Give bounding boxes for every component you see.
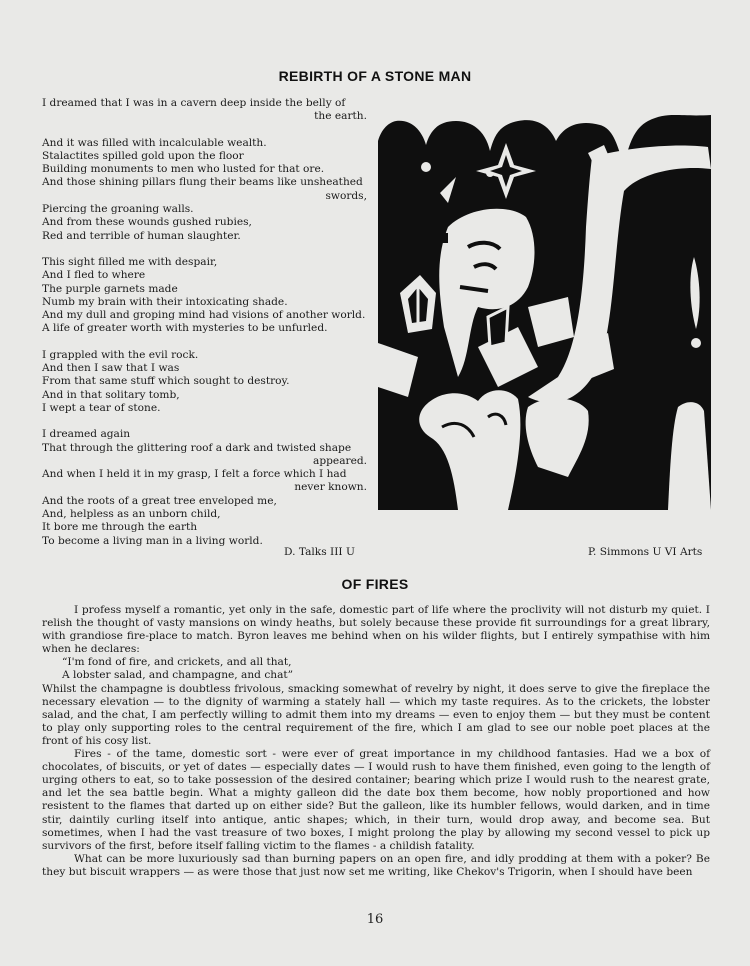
essay-quote-line-2: A lobster salad, and champagne, and chat” [62,669,294,682]
poem-line: And then I saw that I was [42,362,180,375]
poem-stanza-2 [42,137,367,243]
poem-line: And from these wounds gushed rubies, [42,216,252,229]
poem-line: I dreamed that I was in a cavern deep inside the belly of [42,97,346,109]
essay-paragraph-1: I profess myself a romantic, yet only in the safe, domestic part of life where the proclivity will not disturb my quiet. I relish the thought of vasty mansions on windy heaths, but solely because these provide fit surroundings for a great library, with grandiose fire-place to match. Byron leaves me behind when on his wilder flights, but I entirely sympathise with him when he declares: [42,604,710,656]
poem-line: To become a living man in a living world. [42,534,263,547]
poem-stanza-5 [42,428,367,548]
poem-line: Stalactites spilled gold upon the floor [42,149,244,162]
poem-author-credit: D. Talks III U [284,546,355,558]
poem-line: It bore me through the earth [42,521,198,534]
poem-line: Red and terrible of human slaughter. [42,229,241,242]
poem-line: And in that solitary tomb, [42,388,180,401]
poem-line: And it was filled with incalculable wealth. [42,136,267,149]
poem-stanza-1 [42,97,367,124]
essay-paragraph-3: Fires - of the tame, domestic sort - were ever of great importance in my childhood fantasies. Had we a box of chocolates, of biscuits, or yet of dates — especially dates — I would rush to have them finished, even going to the length of urging others to eat, so to take possession of the desired container; bearing which prize I would rush to the nearest grate, and let the sea battle begin. What a mighty galleon did the date box them become, how nobly proportioned and how resistent to the flames that darted up on either side? But the galleon, like its humbler fellows, would darken, and in time stir, daintily curling itself into antique, antic shapes; which, in their turn, would drop away, and become sea. But sometimes, when I had the vast treasure of two boxes, I might prolong the play by allowing my second vessel to pick up survivors of the first, before itself falling victim to the flames - a childish fatality. [42,748,710,852]
poem-line: the earth. [314,110,367,123]
poem-line: The purple garnets made [42,282,178,295]
page-number: 16 [366,912,384,927]
poem-line: Building monuments to men who lusted for that ore. [42,163,325,176]
poem-line: never known. [294,481,367,494]
poem-line: This sight filled me with despair, [42,255,218,268]
essay-title: OF FIRES [341,576,409,592]
poem-line: And those shining pillars flung their beams like unsheathed [42,176,363,189]
poem-line: swords, [325,189,367,202]
essay-quote-line-1: “I'm fond of fire, and crickets, and all that, [62,656,292,669]
poem-illustration [378,107,711,510]
poem-line: I dreamed again [42,428,131,441]
illustrator-credit: P. Simmons U VI Arts [588,546,703,558]
poem-line: Numb my brain with their intoxicating shade. [42,295,288,308]
essay-body [42,604,710,879]
poem-line: A life of greater worth with mysteries to be unfurled. [42,322,328,335]
poem-line: And the roots of a great tree enveloped me, [42,494,277,507]
poem-stanza-4 [42,349,367,415]
poem-line: From that same stuff which sought to destroy. [42,375,290,388]
poem-line: And, helpless as an unborn child, [42,508,221,521]
poem-line: And when I held it in my grasp, I felt a force which I had [42,468,347,481]
essay-paragraph-4: What can be more luxuriously sad than burning papers on an open fire, and idly prodding at them with a poker? Be they but biscuit wrappers — as were those that just now set me writing, like Chekov's Trigorin, when I should have been [42,852,710,878]
poem-body [42,97,367,561]
poem-line: And my dull and groping mind had visions of another world. [42,309,366,322]
poem-line: And I fled to where [42,269,146,282]
poem-line: That through the glittering roof a dark and twisted shape [42,441,352,454]
essay-paragraph-2: Whilst the champagne is doubtless frivolous, smacking somewhat of revelry by night, it does serve to give the fireplace the necessary elevation — to the dignity of warming a stately hall — which my taste requires. As to the crickets, the lobster salad, and the chat, I am perfectly willing to admit them into my dreams — even to enjoy them — but they must be content to play only supporting roles to the central requirement of the fire, which I am glad to see our noble poet places at the front of his cosy list. [42,682,710,747]
poem-line: Piercing the groaning walls. [42,203,194,216]
poem-stanza-3 [42,256,367,336]
poem-line: I grappled with the evil rock. [42,348,199,361]
poem-title: REBIRTH OF A STONE MAN [278,68,472,84]
poem-line: appeared. [313,454,367,467]
poem-line: I wept a tear of stone. [42,401,161,414]
